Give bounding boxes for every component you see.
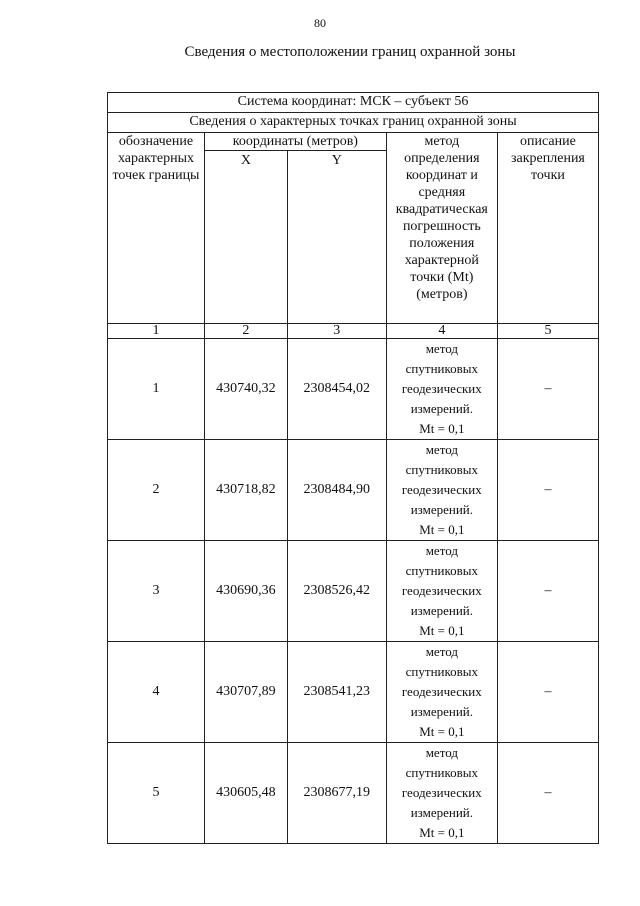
method-text: метод спутниковых геодезических измерений. [401, 644, 482, 719]
description-cell: – [497, 339, 598, 440]
mt-value: Mt = 0,1 [419, 522, 465, 537]
table-row [108, 93, 599, 113]
y-coordinate-cell: 2308526,42 [287, 541, 386, 642]
point-number-cell: 2 [108, 440, 205, 541]
description-cell: – [497, 541, 598, 642]
table-row [108, 339, 599, 440]
page-number: 80 [314, 16, 326, 30]
column-number: 1 [108, 324, 205, 339]
point-number-cell: 4 [108, 642, 205, 743]
mt-value: Mt = 0,1 [419, 421, 465, 436]
table-row [108, 743, 599, 844]
description-cell: – [497, 440, 598, 541]
table-row [108, 440, 599, 541]
description-cell: – [497, 642, 598, 743]
column-number: 5 [497, 324, 598, 339]
description-cell: – [497, 743, 598, 844]
method-cell [386, 440, 497, 541]
table-caption-cell: Сведения о характерных точках границ охранной зоны [108, 113, 599, 133]
method-text: метод спутниковых геодезических измерений. [401, 442, 482, 517]
column-number: 2 [204, 324, 287, 339]
x-coordinate-cell: 430605,48 [204, 743, 287, 844]
method-cell [386, 339, 497, 440]
x-coordinate-cell: 430707,89 [204, 642, 287, 743]
point-number-cell: 5 [108, 743, 205, 844]
point-number-cell: 1 [108, 339, 205, 440]
document-title: Сведения о местоположении границ охранной зоны [184, 44, 516, 60]
table-row [108, 113, 599, 133]
x-coordinate-cell: 430690,36 [204, 541, 287, 642]
mt-value: Mt = 0,1 [419, 724, 465, 739]
header-coordinates: координаты (метров) [204, 133, 386, 151]
header-designation: обозначение характерных точек границы [108, 133, 205, 324]
column-number: 4 [386, 324, 497, 339]
x-coordinate-cell: 430740,32 [204, 339, 287, 440]
coordinates-table [107, 92, 599, 844]
method-cell [386, 743, 497, 844]
mt-value: Mt = 0,1 [419, 825, 465, 840]
x-coordinate-cell: 430718,82 [204, 440, 287, 541]
table-row [108, 541, 599, 642]
method-cell [386, 642, 497, 743]
method-text: метод спутниковых геодезических измерений. [401, 341, 482, 416]
method-cell [386, 541, 497, 642]
y-coordinate-cell: 2308677,19 [287, 743, 386, 844]
column-number: 3 [287, 324, 386, 339]
method-text: метод спутниковых геодезических измерений. [401, 745, 482, 820]
table-row [108, 642, 599, 743]
table-header-row [108, 133, 599, 151]
y-coordinate-cell: 2308541,23 [287, 642, 386, 743]
column-number-row [108, 324, 599, 339]
coordinate-system-cell: Система координат: МСК – субъект 56 [108, 93, 599, 113]
header-description: описание закрепления точки [497, 133, 598, 324]
header-y: Y [287, 151, 386, 324]
point-number-cell: 3 [108, 541, 205, 642]
method-text: метод спутниковых геодезических измерений. [401, 543, 482, 618]
y-coordinate-cell: 2308484,90 [287, 440, 386, 541]
header-method: метод определения координат и средняя квадратическая погрешность положения характерной точки (Mt) (метров) [386, 133, 497, 324]
header-x: X [204, 151, 287, 324]
y-coordinate-cell: 2308454,02 [287, 339, 386, 440]
mt-value: Mt = 0,1 [419, 623, 465, 638]
